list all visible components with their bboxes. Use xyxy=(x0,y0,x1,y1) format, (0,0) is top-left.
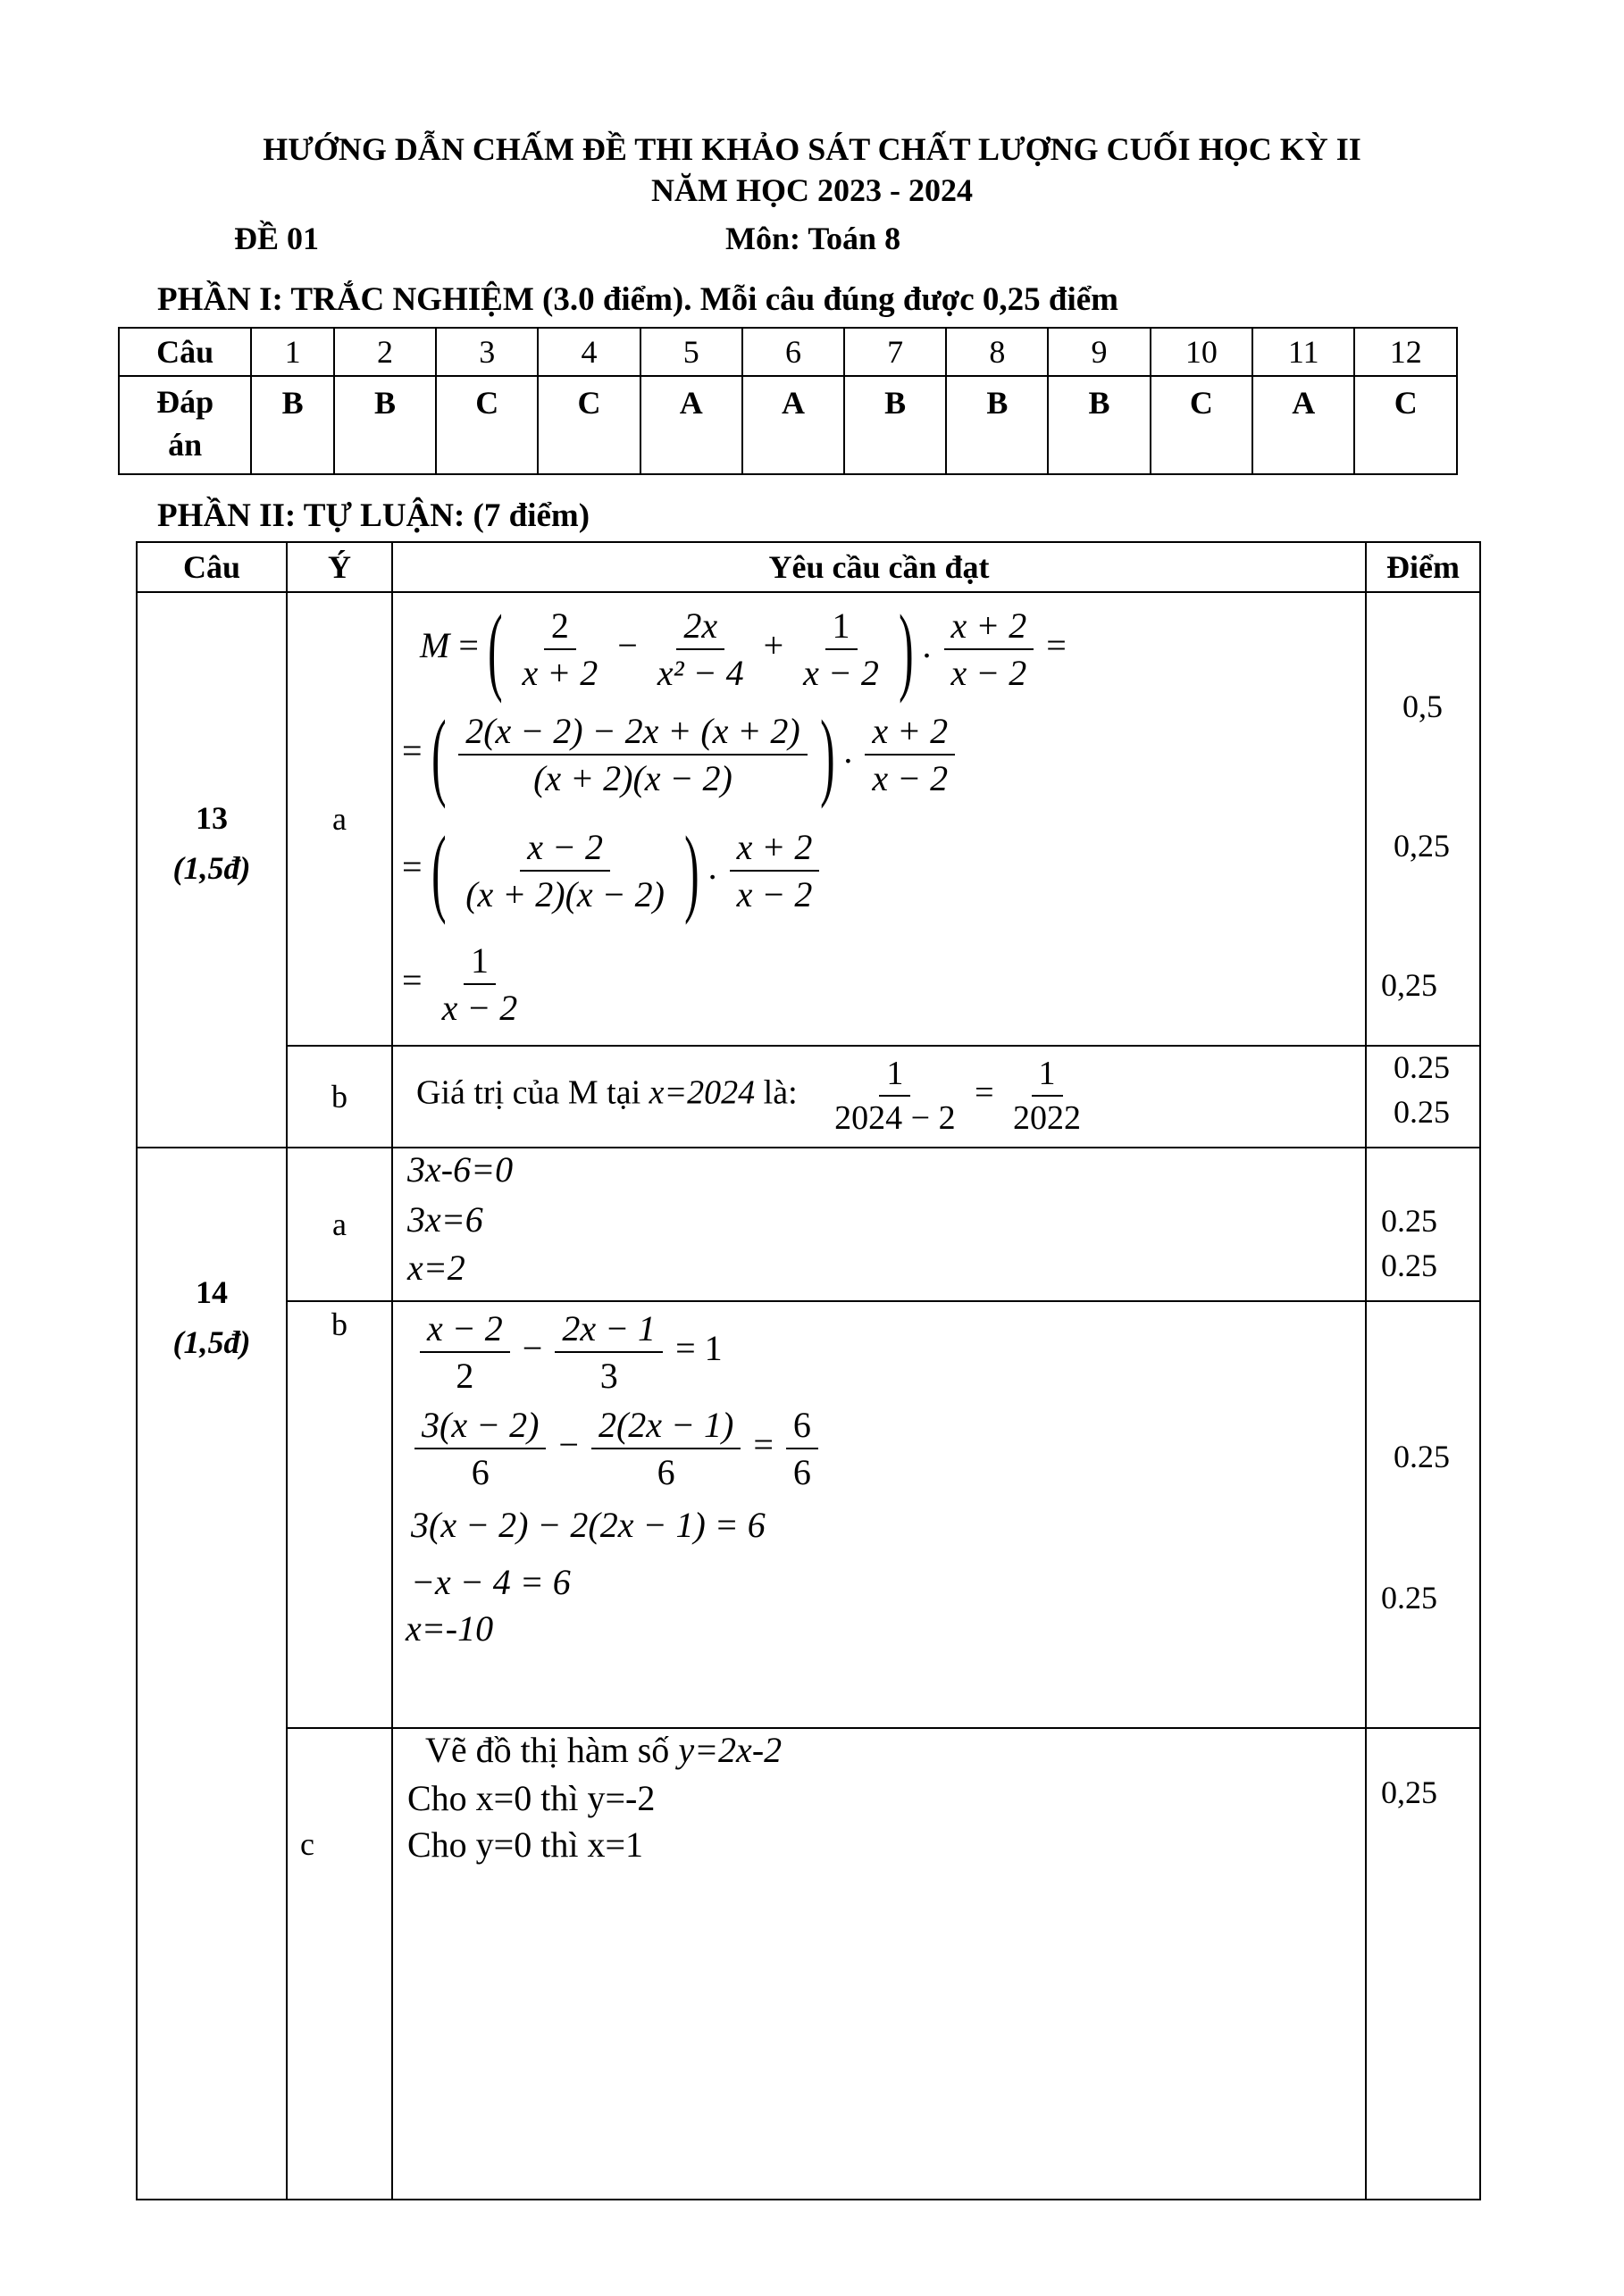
q13b-la: là: xyxy=(755,1073,798,1112)
fraction: $\frac{3(x - 2)}{6}$ xyxy=(414,1404,546,1493)
q14a-line1: 3x-6=0 xyxy=(407,1149,514,1190)
header-cau: Câu xyxy=(137,542,287,592)
fraction: $\frac{2}{x + 2}$ xyxy=(522,605,599,693)
q14b-line1 xyxy=(416,1307,723,1397)
q13-cell xyxy=(137,592,287,1148)
points-value: 0.25 xyxy=(1381,1203,1437,1239)
question-number: 12 xyxy=(1354,328,1457,376)
answer-cell: C xyxy=(436,376,538,474)
question-number: 11 xyxy=(1252,328,1354,376)
q13b-line xyxy=(416,1054,1092,1138)
q14b-content xyxy=(392,1301,1366,1728)
question-number: 1 xyxy=(251,328,334,376)
answer-cell: B xyxy=(1048,376,1150,474)
fraction: $\frac{x + 2}{x - 2}$ xyxy=(865,710,955,799)
answer-cell: B xyxy=(334,376,436,474)
q14a-points xyxy=(1366,1148,1480,1301)
dot: . xyxy=(922,625,932,666)
q13-score: (1,5đ) xyxy=(172,850,251,886)
q14c-points xyxy=(1366,1728,1480,2200)
question-row xyxy=(119,328,1457,376)
points-value: 0.25 xyxy=(1394,1439,1450,1474)
points-value: 0.25 xyxy=(1381,1248,1437,1283)
right-paren-icon: ) xyxy=(684,816,699,925)
fraction: $\frac{2x - 1}{3}$ xyxy=(555,1307,663,1397)
question-number: 6 xyxy=(742,328,844,376)
exam-code: ĐỀ 01 xyxy=(234,221,320,256)
equals: = xyxy=(975,1073,994,1112)
right-paren-icon: ) xyxy=(819,700,835,809)
equals: = xyxy=(458,625,479,666)
header-points: Điểm xyxy=(1366,542,1480,592)
equals: = xyxy=(402,960,423,1001)
points-value: 0.25 xyxy=(1394,1049,1450,1085)
part2-title: PHẦN II: TỰ LUẬN: (7 điểm) xyxy=(157,497,590,534)
equals: = xyxy=(753,1424,774,1465)
q14-number: 14 xyxy=(196,1274,228,1310)
header-y: Ý xyxy=(287,542,392,592)
title-line-2: NĂM HỌC 2023 - 2024 xyxy=(651,172,973,208)
q13a-points xyxy=(1366,592,1480,1046)
answer-row-label xyxy=(119,376,251,474)
q14c-row xyxy=(137,1728,1480,2200)
q14b-label: b xyxy=(287,1301,392,1728)
q13a-line3 xyxy=(402,816,823,925)
dot: . xyxy=(843,731,853,772)
answer-cell: C xyxy=(1151,376,1252,474)
minus: − xyxy=(617,625,638,666)
q14c-line2: Cho x=0 thì y=-2 xyxy=(407,1778,656,1818)
q14-score: (1,5đ) xyxy=(172,1324,251,1360)
answer-cell: A xyxy=(640,376,742,474)
points-value: 0,25 xyxy=(1394,828,1450,864)
q14a-line2: 3x=6 xyxy=(407,1199,483,1240)
q13b-xval: x=2024 xyxy=(649,1073,756,1112)
q14b-line3: 3(x − 2) − 2(2x − 1) = 6 xyxy=(411,1505,766,1545)
points-value: 0,5 xyxy=(1402,689,1443,724)
equals: = xyxy=(402,847,423,888)
minus: − xyxy=(522,1328,543,1369)
q14c-line3: Cho y=0 thì x=1 xyxy=(407,1824,644,1865)
var-m: M xyxy=(420,625,450,666)
q13a-line1 xyxy=(420,595,1067,704)
function-expression: y=2x-2 xyxy=(678,1730,783,1770)
minus: − xyxy=(558,1424,579,1465)
header-row xyxy=(137,542,1480,592)
question-number: 3 xyxy=(436,328,538,376)
answer-row xyxy=(119,376,1457,474)
q13a-content xyxy=(392,592,1366,1046)
subject-label: Môn: Toán 8 xyxy=(725,221,901,256)
fraction: $\frac{1}{2022}$ xyxy=(1013,1055,1082,1137)
q14a-line3: x=2 xyxy=(407,1248,465,1288)
q13b-content xyxy=(392,1046,1366,1148)
header-requirement: Yêu cầu cần đạt xyxy=(392,542,1366,592)
right-paren-icon: ) xyxy=(898,595,914,704)
dot: . xyxy=(707,847,717,888)
title-line-1: HƯỚNG DẪN CHẤM ĐỀ THI KHẢO SÁT CHẤT LƯỢNG CUỐI HỌC KỲ II xyxy=(263,131,1361,167)
q13a-line4 xyxy=(402,939,528,1029)
left-paren-icon: ( xyxy=(487,595,503,704)
rhs: = 1 xyxy=(675,1328,723,1369)
q14b-line4: −x − 4 = 6 xyxy=(411,1562,571,1602)
question-number: 8 xyxy=(946,328,1048,376)
answer-cell: B xyxy=(844,376,946,474)
equals: = xyxy=(402,731,423,772)
q14b-line2 xyxy=(411,1404,822,1493)
q13b-points xyxy=(1366,1046,1480,1148)
q14c-label-cell xyxy=(287,1728,392,2200)
fraction: $\frac{6}{6}$ xyxy=(786,1404,818,1493)
part1-title: PHẦN I: TRẮC NGHIỆM (3.0 điểm). Mỗi câu đúng được 0,25 điểm xyxy=(157,281,1118,318)
answer-label-line1: Đáp xyxy=(156,384,214,420)
q13a-label: a xyxy=(287,592,392,1046)
question-row-label: Câu xyxy=(119,328,251,376)
q14c-content xyxy=(392,1728,1366,2200)
answer-cell: C xyxy=(1354,376,1457,474)
answer-key-table xyxy=(118,327,1458,475)
answer-cell: B xyxy=(251,376,334,474)
points-value: 0,25 xyxy=(1381,967,1437,1003)
question-number: 10 xyxy=(1151,328,1252,376)
answer-cell: C xyxy=(538,376,640,474)
q14b-line5: x=-10 xyxy=(406,1608,494,1649)
fraction: $\frac{x + 2}{x - 2}$ xyxy=(730,826,820,915)
points-value: 0.25 xyxy=(1394,1094,1450,1130)
q13b-label: b xyxy=(287,1046,392,1148)
q14c-line1: Vẽ đồ thị hàm số y=2x-2 xyxy=(425,1730,783,1770)
essay-rubric-table xyxy=(136,541,1481,2200)
fraction: $\frac{1}{x - 2}$ xyxy=(441,940,518,1028)
q14b-row xyxy=(137,1301,1480,1728)
q13-number: 13 xyxy=(196,800,228,836)
left-paren-icon: ( xyxy=(431,816,447,925)
plus: + xyxy=(763,625,784,666)
q14b-points xyxy=(1366,1301,1480,1728)
q13a-row xyxy=(137,592,1480,1046)
question-number: 9 xyxy=(1048,328,1150,376)
fraction: $\frac{2(2x - 1)}{6}$ xyxy=(591,1404,741,1493)
q14-cell xyxy=(137,1148,287,2200)
q13b-row xyxy=(137,1046,1480,1148)
answer-cell: A xyxy=(742,376,844,474)
points-value: 0.25 xyxy=(1381,1580,1437,1616)
q14c-label: c xyxy=(300,1826,314,1862)
q13a-line2 xyxy=(402,700,958,809)
answer-cell: A xyxy=(1252,376,1354,474)
fraction: $\frac{2x}{\text{x² − 4}}$ xyxy=(657,605,744,693)
question-number: 5 xyxy=(640,328,742,376)
q14a-content xyxy=(392,1148,1366,1301)
q14a-row xyxy=(137,1148,1480,1301)
fraction: $\frac{2(x - 2) - 2x + (x + 2)}{(x + 2)(x - 2)}$ xyxy=(458,710,808,799)
question-number: 2 xyxy=(334,328,436,376)
q14a-label: a xyxy=(287,1148,392,1301)
question-number: 4 xyxy=(538,328,640,376)
fraction: $\frac{x - 2}{(x + 2)(x - 2)}$ xyxy=(465,827,665,914)
q13b-text: Giá trị của M tại xyxy=(416,1073,649,1112)
fraction: $\frac{1}{x - 2}$ xyxy=(803,605,879,693)
fraction: $\frac{1}{2024 - 2}$ xyxy=(834,1055,956,1137)
answer-label-line2: án xyxy=(168,427,203,463)
left-paren-icon: ( xyxy=(431,700,447,809)
answer-cell: B xyxy=(946,376,1048,474)
equals: = xyxy=(1046,625,1067,666)
fraction: $\frac{x + 2}{x - 2}$ xyxy=(944,605,1034,694)
points-value: 0,25 xyxy=(1381,1774,1437,1810)
question-number: 7 xyxy=(844,328,946,376)
fraction: $\frac{x - 2}{2}$ xyxy=(420,1307,510,1397)
